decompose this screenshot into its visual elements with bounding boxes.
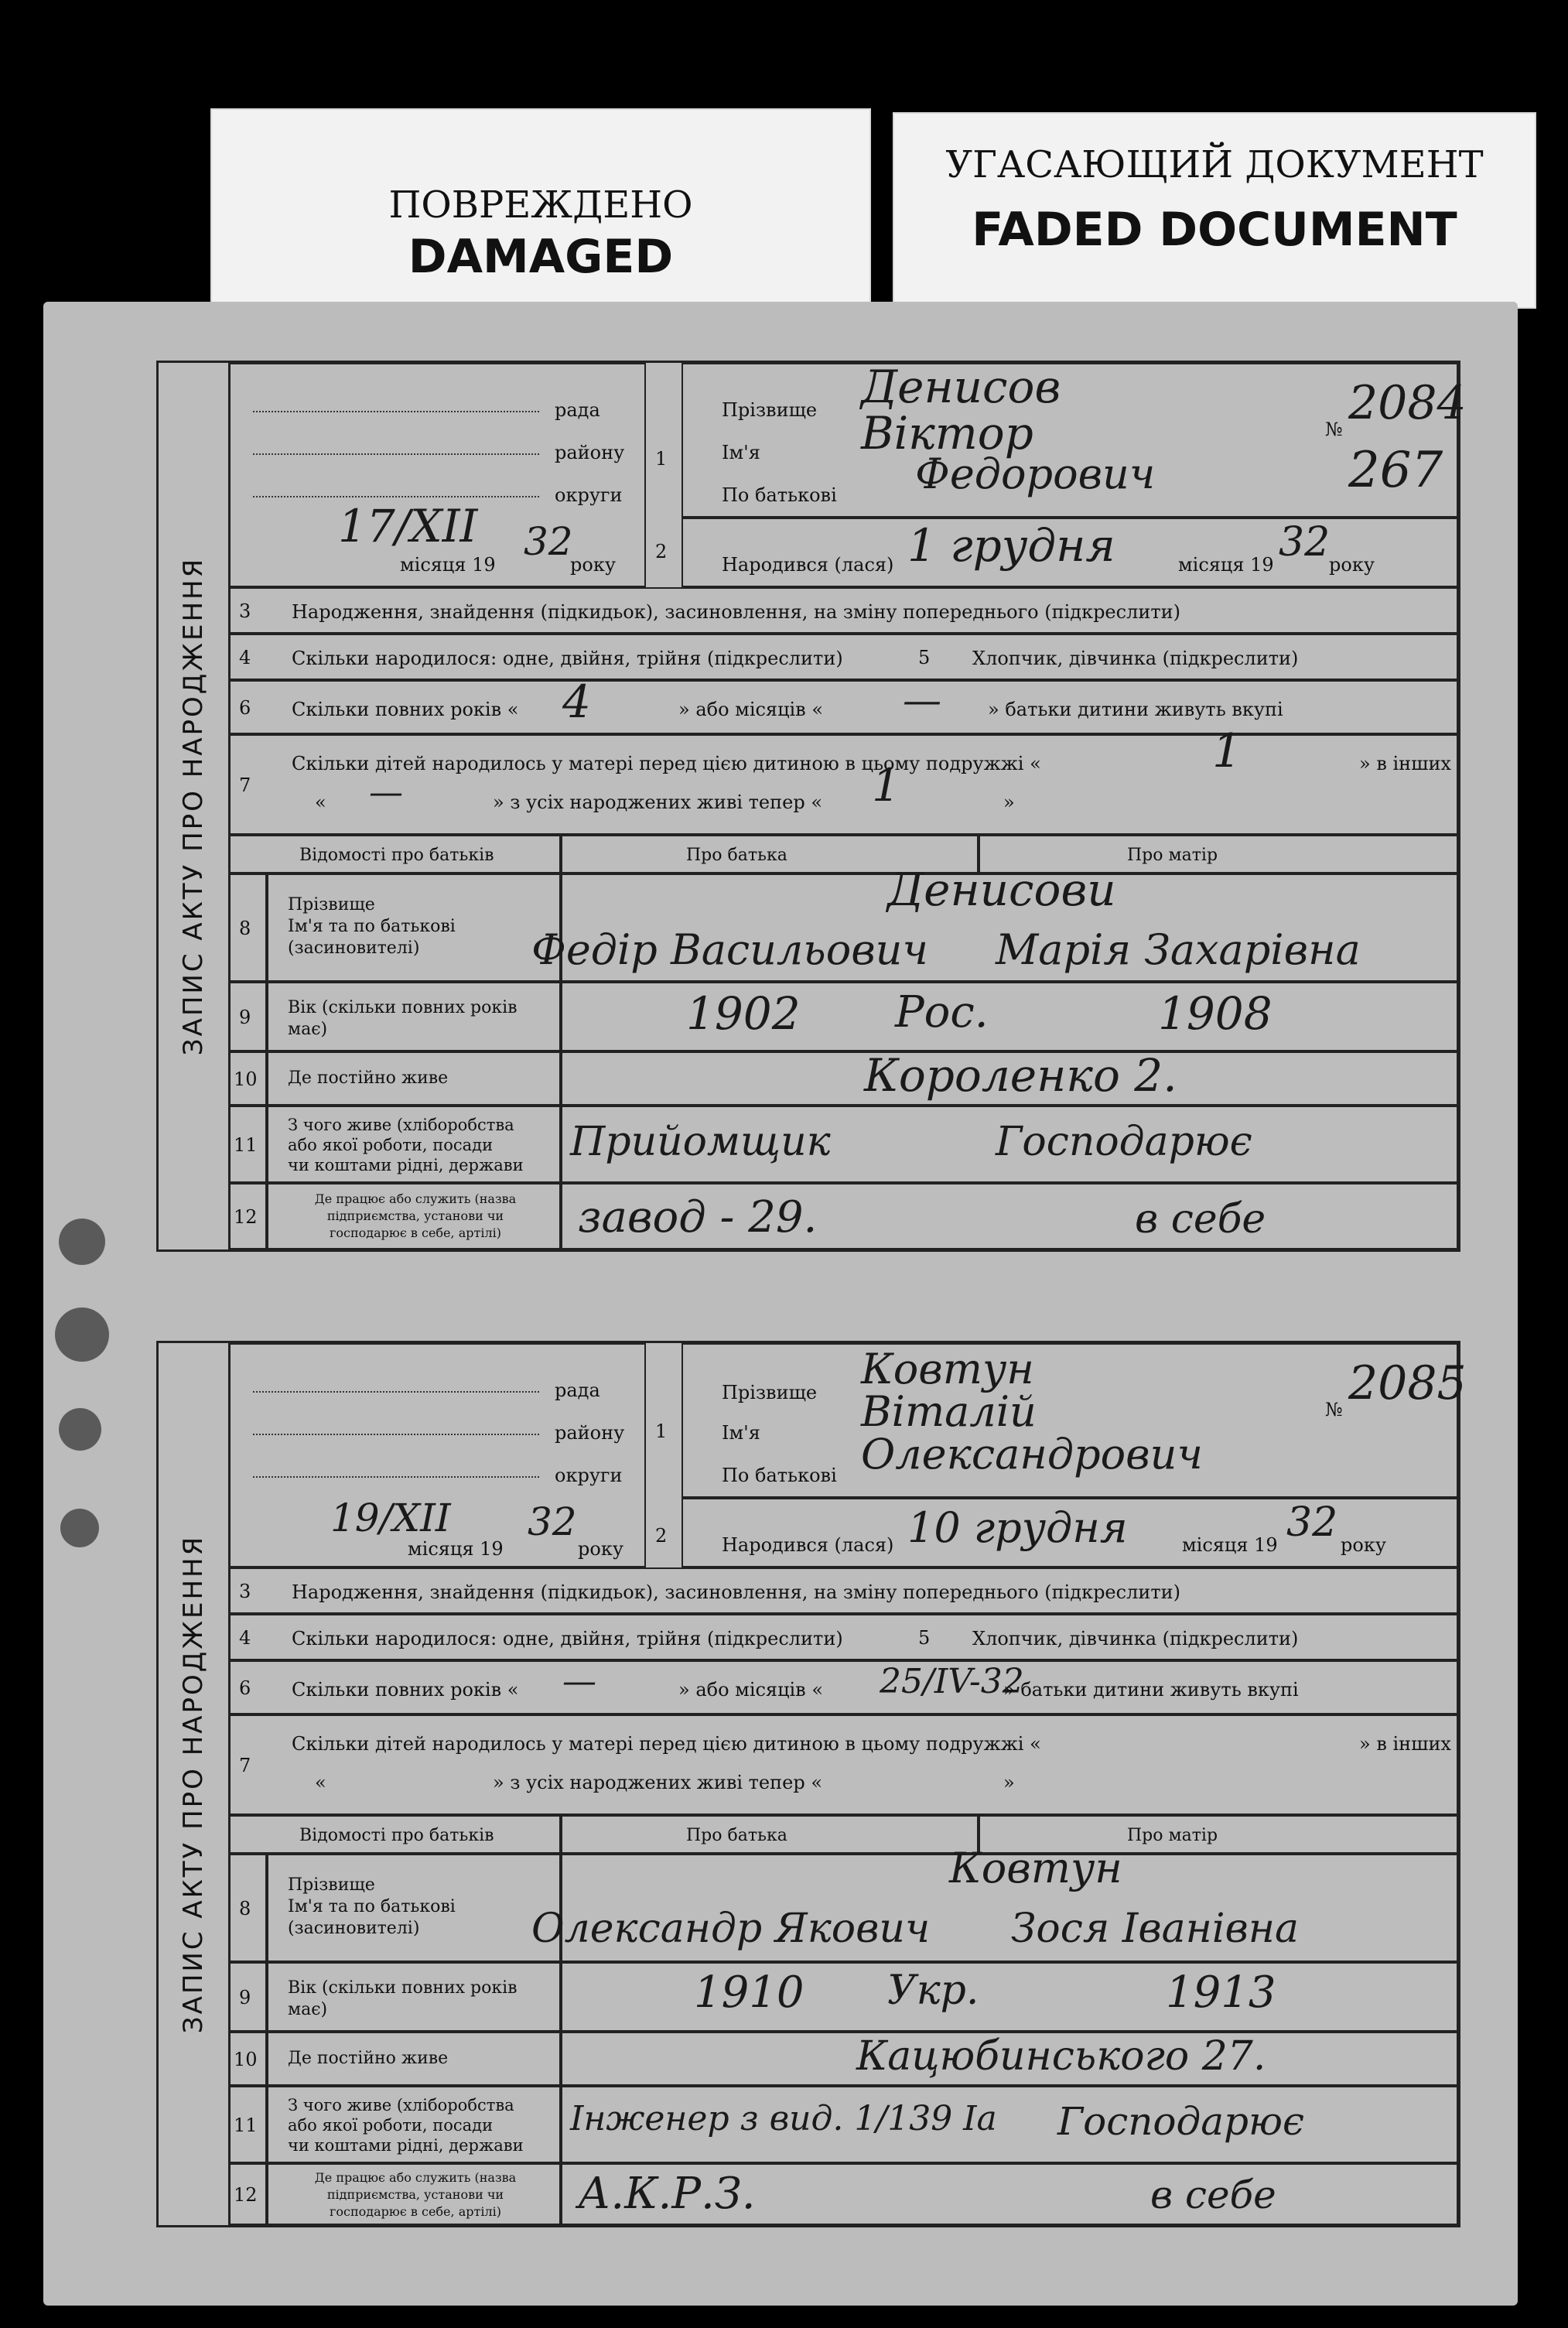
birth-day: 1 грудня: [907, 519, 1115, 572]
born-label: Народився (лася): [722, 1534, 894, 1556]
raionu-label: району: [555, 1422, 625, 1444]
born-label: Народився (лася): [722, 554, 894, 576]
row9-label: Вік (скільки повних років має): [288, 1978, 518, 2019]
section-1-cell: [682, 361, 1467, 518]
registration-date: 19/XII: [330, 1496, 451, 1540]
record-number: 2084: [1348, 376, 1467, 430]
okrugy-line: [253, 496, 539, 497]
registry-office-cell: [228, 1343, 646, 1567]
form-title-vertical: ЗАПИС АКТУ ПРО НАРОДЖЕННЯ: [159, 1343, 231, 2225]
raionu-line: [253, 1434, 539, 1435]
father-occupation: Прийомщик: [570, 1119, 831, 1165]
row4-text: Скільки народилося: одне, двійня, трійня (підкреслити): [292, 1628, 843, 1649]
record-number: 2085: [1348, 1356, 1467, 1410]
rada-label: рада: [555, 1379, 600, 1401]
birth-year-label: року: [1329, 554, 1375, 576]
section-2-cell: [682, 1498, 1458, 1567]
patronymic-label: По батькові: [722, 1465, 837, 1486]
mother-age: 1908: [1158, 987, 1273, 1040]
raionu-line: [253, 453, 539, 455]
registration-year: 32: [528, 1499, 577, 1544]
mother-occupation: Господарює: [1057, 2099, 1305, 2144]
father-name: Олександр Якович: [531, 1906, 931, 1952]
child-surname: Ковтун: [861, 1345, 1034, 1393]
birth-year-label: року: [1341, 1534, 1386, 1556]
child-name: Віктор: [861, 407, 1033, 460]
father-occupation: Інженер з вид. 1/139 Іа: [570, 2099, 997, 2138]
row8-label: Прізвище Ім'я та по батькові (засиновителі): [288, 1875, 456, 1938]
mother-age: 1913: [1166, 1967, 1276, 2018]
birth-record-form-1: ЗАПИС АКТУ ПРО НАРОДЖЕННЯ рада району округи 17/XII місяця 19 32 року 1 2 Прізвище Денисов Ім'я Віктор По батькові Федорович № 2084 267 Народився (лася) 1 грудня місяця 19 32 року 3 Народження, знайдення (підкидьок), засиновлення, на зміну попереднього (підкреслити) 4 Скільки народилося: одне, двійня, трійня (підкреслити) 5 Хлопчик, дівчинка (підкреслити) 6 Скільки повних років « 4 » або місяців « — » батьки дитини живуть вкупі 7 Скільки дітей народилось у матері перед цією дитиною в цьому подружжі « 1 » в інших « — » з усіх народжених живі тепер « 1 » Відомості про батьків Про батька Про матір 8 Прізвище Ім'я та по батькові (засиновителі) Денисови Федір Васильович Марія Захарівна 9 Вік (скільки повних років має) 1902 Рос. 1908 10 Де постійно живе Короленко 2. 11 З чого живе (хліборобства або якої роботи, посади чи коштами рідні, держави Прийомщик Господарює 12 Де працює або служить (назва підприємства, установи чи господарює в себе, артілі) завод - 29. в себе: [156, 361, 1460, 1252]
nationality: Рос.: [895, 987, 989, 1038]
year-label: року: [570, 554, 616, 576]
rada-line: [253, 411, 539, 412]
row6-text-c: » батьки дитини живуть вкупі: [988, 699, 1283, 720]
father-work: А.К.Р.З.: [578, 2169, 756, 2219]
registration-date: 17/XII: [338, 500, 478, 552]
row11-label: З чого живе (хліборобства або якої роботи, посади чи коштами рідні, держави: [288, 2096, 524, 2155]
row12-label: Де працює або служить (назва підприємства, установи чи господарює в себе, артілі): [314, 1191, 517, 1240]
faded-label-en: FADED DOCUMENT: [972, 203, 1457, 257]
row12-label: Де працює або служить (назва підприємства, установи чи господарює в себе, артілі): [314, 2170, 517, 2219]
months-together: 25/IV-32: [880, 1662, 1024, 1701]
row8-label: Прізвище Ім'я та по батькові (засиновителі): [288, 895, 456, 958]
mother-name: Зося Іванівна: [1011, 1906, 1299, 1952]
month-label: місяця 19: [400, 554, 496, 576]
row7-text-e: »: [1003, 1772, 1015, 1793]
row4-text: Скільки народилося: одне, двійня, трійня (підкреслити): [292, 648, 843, 669]
row6-text-a: Скільки повних років «: [292, 1679, 519, 1701]
registry-office-cell: [228, 363, 646, 587]
children-this-marriage: 1: [1212, 724, 1242, 778]
about-mother-header: Про матір: [1127, 1826, 1218, 1845]
residence: Кацюбинського 27.: [856, 2033, 1266, 2080]
row7-text-c: «: [315, 791, 326, 813]
punch-hole: [55, 1308, 109, 1362]
faded-label-ua: УГАСАЮЩИЙ ДОКУМЕНТ: [945, 143, 1484, 186]
row7-text-a: Скільки дітей народилось у матері перед цією дитиною в цьому подружжі «: [292, 1733, 1041, 1755]
row7-text-d: » з усіх народжених живі тепер «: [493, 1772, 823, 1793]
about-mother-header: Про матір: [1127, 846, 1218, 865]
row6-text-b: » або місяців «: [678, 699, 824, 720]
residence: Короленко 2.: [864, 1049, 1177, 1102]
child-patronymic: Федорович: [915, 450, 1156, 498]
record-number-extra: 267: [1348, 442, 1443, 499]
row7-text-a: Скільки дітей народилось у матері перед цією дитиною в цьому подружжі «: [292, 753, 1041, 774]
section-2-cell: [682, 518, 1458, 587]
okrugy-label: округи: [555, 484, 623, 506]
damaged-card: [210, 108, 871, 313]
mother-work: в себе: [1135, 1196, 1266, 1243]
birth-record-form-2: ЗАПИС АКТУ ПРО НАРОДЖЕННЯ рада району округи 19/XII місяця 19 32 року 1 2 Прізвище Ковтун Ім'я Віталій По батькові Олександрович № 2085 Народився (лася) 10 грудня місяця 19 32 року 3 Народження, знайдення (підкидьок), засиновлення, на зміну попереднього (підкреслити) 4 Скільки народилося: одне, двійня, трійня (підкреслити) 5 Хлопчик, дівчинка (підкреслити) 6 Скільки повних років « — » або місяців « 25/IV-32 » батьки дитини живуть вкупі 7 Скільки дітей народилось у матері перед цією дитиною в цьому подружжі « » в інших « » з усіх народжених живі тепер « » Відомості про батьків Про батька Про матір 8 Прізвище Ім'я та по батькові (засиновителі) Ковтун Олександр Якович Зося Іванівна 9 Вік (скільки повних років має) 1910 Укр. 1913 10 Де постійно живе Кацюбинського 27. 11 З чого живе (хліборобства або якої роботи, посади чи коштами рідні, держави Інженер з вид. 1/139 Іа Господарює 12 Де працює або служить (назва підприємства, установи чи господарює в себе, артілі) А.К.Р.З. в себе: [156, 1341, 1460, 2227]
years-together: —: [562, 1662, 596, 1701]
father-name: Федір Васильович: [531, 925, 928, 974]
okrugy-label: округи: [555, 1465, 623, 1486]
form-title-vertical: ЗАПИС АКТУ ПРО НАРОДЖЕННЯ: [159, 363, 231, 1249]
birth-year: 32: [1279, 519, 1331, 566]
row10-label: Де постійно живе: [288, 1068, 449, 1088]
father-age: 1910: [694, 1967, 804, 2018]
row7-text-b: » в інших: [1359, 753, 1451, 774]
row7-text-c: «: [315, 1772, 326, 1793]
row7-text-d: » з усіх народжених живі тепер «: [493, 791, 823, 813]
punch-hole: [59, 1408, 101, 1451]
okrugy-line: [253, 1476, 539, 1478]
row10-label: Де постійно живе: [288, 2049, 449, 2068]
parents-info-header: Відомості про батьків: [299, 1826, 494, 1845]
faded-card: [893, 112, 1536, 309]
year-label: року: [578, 1538, 623, 1560]
child-name: Віталій: [861, 1387, 1037, 1436]
children-alive: 1: [872, 759, 900, 812]
parents-info-header: Відомості про батьків: [299, 846, 494, 865]
rada-line: [253, 1391, 539, 1393]
row5-text: Хлопчик, дівчинка (підкреслити): [972, 1628, 1299, 1649]
father-age: 1902: [686, 987, 801, 1040]
years-together: 4: [562, 675, 591, 728]
children-other: —: [369, 773, 403, 812]
row7-text-b: » в інших: [1359, 1733, 1451, 1755]
parents-surname: Ковтун: [949, 1844, 1122, 1892]
row6-text-a: Скільки повних років «: [292, 699, 519, 720]
nationality: Укр.: [887, 1967, 979, 2014]
damaged-label-ua: ПОВРЕЖДЕНО: [388, 183, 693, 227]
mother-occupation: Господарює: [996, 1119, 1252, 1165]
row7-text-e: »: [1003, 791, 1015, 813]
surname-label: Прізвище: [722, 399, 818, 421]
row9-label: Вік (скільки повних років має): [288, 998, 518, 1039]
month-label: місяця 19: [408, 1538, 504, 1560]
number-label: №: [1325, 419, 1343, 440]
raionu-label: району: [555, 442, 625, 463]
row6-text-b: » або місяців «: [678, 1679, 824, 1701]
mother-work: в себе: [1150, 2172, 1276, 2217]
patronymic-label: По батькові: [722, 484, 837, 506]
section-1-cell: [682, 1343, 1467, 1498]
parents-surname: Денисови: [887, 863, 1116, 916]
damaged-label-en: DAMAGED: [408, 230, 674, 284]
months-together: —: [903, 678, 941, 723]
rada-label: рада: [555, 399, 600, 421]
about-father-header: Про батька: [686, 1826, 787, 1845]
row11-label: З чого живе (хліборобства або якої роботи, посади чи коштами рідні, держави: [288, 1116, 524, 1174]
row6-text-c: » батьки дитини живуть вкупі: [1003, 1679, 1299, 1701]
father-work: завод - 29.: [578, 1192, 818, 1243]
child-surname: Денисов: [861, 361, 1061, 413]
mother-name: Марія Захарівна: [996, 925, 1361, 974]
row3-text: Народження, знайдення (підкидьок), засиновлення, на зміну попереднього (підкреслити): [292, 601, 1180, 623]
punch-hole: [59, 1219, 105, 1265]
number-label: №: [1325, 1399, 1343, 1420]
child-patronymic: Олександрович: [861, 1430, 1203, 1479]
surname-label: Прізвище: [722, 1382, 818, 1403]
birth-month-label: місяця 19: [1182, 1534, 1278, 1556]
name-label: Ім'я: [722, 442, 760, 463]
punch-hole: [60, 1509, 99, 1547]
name-label: Ім'я: [722, 1422, 760, 1444]
registration-year: 32: [524, 519, 573, 564]
row3-text: Народження, знайдення (підкидьок), засиновлення, на зміну попереднього (підкреслити): [292, 1581, 1180, 1603]
about-father-header: Про батька: [686, 846, 787, 865]
row5-text: Хлопчик, дівчинка (підкреслити): [972, 648, 1299, 669]
birth-year: 32: [1286, 1499, 1338, 1546]
birth-month-label: місяця 19: [1178, 554, 1274, 576]
birth-day: 10 грудня: [907, 1503, 1128, 1552]
